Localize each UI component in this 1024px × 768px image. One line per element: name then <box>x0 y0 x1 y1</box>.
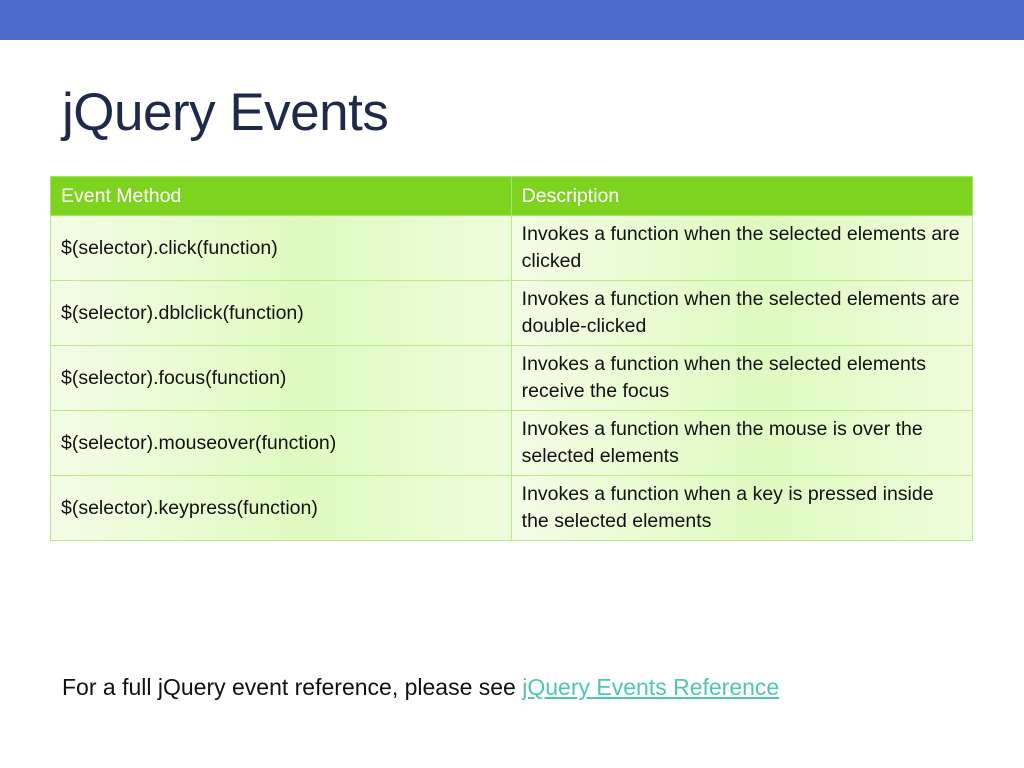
events-table <box>50 176 973 541</box>
footer-reference-text <box>62 674 779 701</box>
description-cell: Invokes a function when the mouse is over the selected elements <box>511 411 972 476</box>
description-cell: Invokes a function when the selected elements are clicked <box>511 216 972 281</box>
event-method-cell: $(selector).keypress(function) <box>51 476 512 541</box>
footer-text: For a full jQuery event reference, please see <box>62 674 523 700</box>
column-header-description: Description <box>511 177 972 216</box>
slide-title: jQuery Events <box>62 83 389 142</box>
table-row <box>51 411 973 476</box>
description-cell: Invokes a function when a key is pressed inside the selected elements <box>511 476 972 541</box>
table-row <box>51 476 973 541</box>
table-header-row <box>51 177 973 216</box>
description-cell: Invokes a function when the selected elements receive the focus <box>511 346 972 411</box>
table-row <box>51 346 973 411</box>
table-row <box>51 281 973 346</box>
event-method-cell: $(selector).dblclick(function) <box>51 281 512 346</box>
event-method-cell: $(selector).mouseover(function) <box>51 411 512 476</box>
column-header-event-method: Event Method <box>51 177 512 216</box>
jquery-events-reference-link[interactable]: jQuery Events Reference <box>522 674 780 700</box>
table-row <box>51 216 973 281</box>
top-accent-bar <box>0 0 1024 40</box>
event-method-cell: $(selector).focus(function) <box>51 346 512 411</box>
description-cell: Invokes a function when the selected elements are double-clicked <box>511 281 972 346</box>
event-method-cell: $(selector).click(function) <box>51 216 512 281</box>
